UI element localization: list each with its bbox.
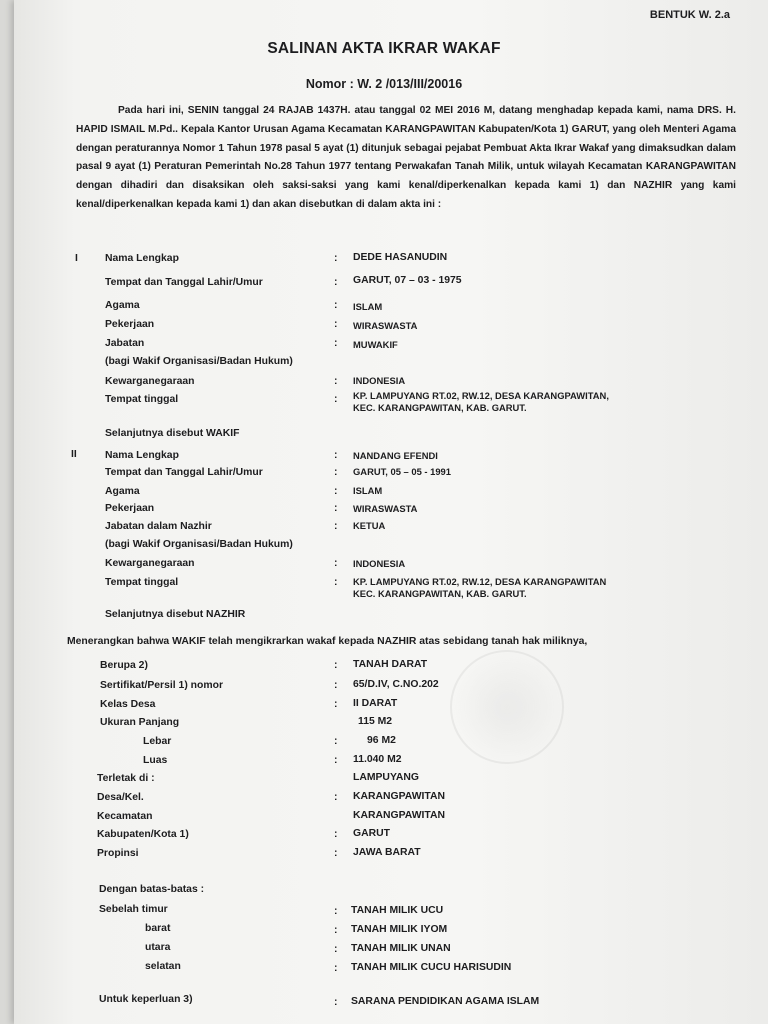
colon: : <box>334 755 338 766</box>
colon: : <box>334 848 338 859</box>
intro-paragraph: Pada hari ini, SENIN tanggal 24 RAJAB 1437H. atau tanggal 02 MEI 2016 M, datang menghadap kepada kami, nama DRS. H. HAPID ISMAIL M.Pd.. Kepala Kantor Urusan Agama Kecamatan KARANGPAWITAN Kabupaten/Kota 1) GARUT, yang oleh Menteri Agama dengan peraturannya Nomor 1 Tahun 1978 pasal 5 ayat (1) ditunjuk sebagai pejabat Pembuat Akta Ikrar Wakaf yang dimaksudkan dalam pasal 9 ayat (1) Peraturan Pemerintah No.28 Tahun 1977 tentang Perwakafan Tanah Milik, untuk wilayah Kecamatan KARANGPAWITAN dengan dihadiri dan disaksikan oleh saksi-saksi yang kami kenal/diperkenalkan kepada kami 1) dan NAZHIR yang kami kenal/diperkenalkan kepada kami 1) dan akan disebutkan di dalam akta ini : <box>76 105 736 210</box>
border-west: TANAH MILIK IYOM <box>351 924 448 935</box>
nazhir-address-line2: KEC. KARANGPAWITAN, KAB. GARUT. <box>353 588 527 599</box>
colon: : <box>334 906 338 917</box>
section-numeral-wakif: I <box>75 253 78 264</box>
land-located-label: Terletak di : <box>97 773 155 784</box>
land-length-label: Ukuran Panjang <box>100 717 180 728</box>
land-province: JAWA BARAT <box>353 847 421 858</box>
colon: : <box>334 792 338 803</box>
land-length: 115 M2 <box>358 716 393 727</box>
faded-stamp <box>450 650 564 764</box>
colon: : <box>334 319 338 330</box>
border-east-label: Sebelah timur <box>99 904 168 915</box>
wakif-citizenship: INDONESIA <box>353 375 406 386</box>
colon: : <box>334 699 338 710</box>
purpose-label: Untuk keperluan 3) <box>99 994 193 1005</box>
land-district-label: Kecamatan <box>97 811 153 822</box>
colon: : <box>334 736 338 747</box>
land-area: 11.040 M2 <box>353 754 402 765</box>
colon: : <box>334 829 338 840</box>
colon: : <box>334 376 338 387</box>
border-south-label: selatan <box>145 961 181 972</box>
land-form: TANAH DARAT <box>353 659 428 670</box>
wakif-closing: Selanjutnya disebut WAKIF <box>105 428 240 439</box>
nazhir-name-label: Nama Lengkap <box>105 450 179 461</box>
nazhir-position-note: (bagi Wakif Organisasi/Badan Hukum) <box>105 539 293 550</box>
border-east: TANAH MILIK UCU <box>351 905 444 916</box>
border-north-label: utara <box>145 942 171 953</box>
land-village-label: Desa/Kel. <box>97 792 144 803</box>
colon: : <box>334 394 338 405</box>
wakif-position-label: Jabatan <box>105 338 145 349</box>
land-village: KARANGPAWITAN <box>353 791 445 802</box>
colon: : <box>334 660 338 671</box>
colon: : <box>334 963 338 974</box>
nazhir-job: WIRASWASTA <box>353 503 418 514</box>
colon: : <box>334 450 338 461</box>
land-cert: 65/D.IV, C.NO.202 <box>353 679 439 690</box>
colon: : <box>334 577 338 588</box>
colon: : <box>334 521 338 532</box>
border-south: TANAH MILIK CUCU HARISUDIN <box>351 962 512 973</box>
colon: : <box>334 558 338 569</box>
wakif-position-note: (bagi Wakif Organisasi/Badan Hukum) <box>105 356 293 367</box>
border-west-label: barat <box>145 923 171 934</box>
nazhir-job-label: Pekerjaan <box>105 503 155 514</box>
document-title: SALINAN AKTA IKRAR WAKAF <box>267 40 501 57</box>
wakif-address-line1: KP. LAMPUYANG RT.02, RW.12, DESA KARANGPAWITAN, <box>353 390 609 401</box>
wakif-job: WIRASWASTA <box>353 320 418 331</box>
wakif-religion: ISLAM <box>353 301 383 312</box>
wakif-position: MUWAKIF <box>353 339 398 350</box>
nazhir-religion-label: Agama <box>105 486 140 497</box>
statement: Menerangkan bahwa WAKIF telah mengikrarkan wakaf kepada NAZHIR atas sebidang tanah hak miliknya, <box>67 636 588 647</box>
borders-heading: Dengan batas-batas : <box>99 884 205 895</box>
purpose-value: SARANA PENDIDIKAN AGAMA ISLAM <box>351 996 540 1007</box>
wakif-name: DEDE HASANUDIN <box>353 252 448 263</box>
colon: : <box>334 467 338 478</box>
nazhir-position-label: Jabatan dalam Nazhir <box>105 521 212 532</box>
nazhir-closing: Selanjutnya disebut NAZHIR <box>105 609 246 620</box>
nazhir-citizenship: INDONESIA <box>353 558 406 569</box>
land-form-label: Berupa 2) <box>100 660 148 671</box>
wakif-job-label: Pekerjaan <box>105 319 155 330</box>
land-class-label: Kelas Desa <box>100 699 156 710</box>
section-numeral-nazhir: II <box>71 449 77 460</box>
land-width: 96 M2 <box>367 735 396 746</box>
colon: : <box>334 486 338 497</box>
wakif-religion-label: Agama <box>105 300 140 311</box>
nazhir-address-label: Tempat tinggal <box>105 577 179 588</box>
land-district: KARANGPAWITAN <box>353 810 445 821</box>
colon: : <box>334 300 338 311</box>
land-area-label: Luas <box>143 755 168 766</box>
wakif-address-label: Tempat tinggal <box>105 394 179 405</box>
wakif-citizenship-label: Kewarganegaraan <box>105 376 195 387</box>
colon: : <box>334 338 338 349</box>
wakif-birth: GARUT, 07 – 03 - 1975 <box>353 275 462 286</box>
colon: : <box>334 925 338 936</box>
document-number: Nomor : W. 2 /013/III/20016 <box>305 77 463 91</box>
land-cert-label: Sertifikat/Persil 1) nomor <box>100 680 223 691</box>
wakif-address-line2: KEC. KARANGPAWITAN, KAB. GARUT. <box>353 402 527 413</box>
nazhir-name: NANDANG EFENDI <box>353 450 438 461</box>
nazhir-position: KETUA <box>353 520 386 531</box>
land-class: II DARAT <box>353 698 398 709</box>
land-regency: GARUT <box>353 828 390 839</box>
land-width-label: Lebar <box>143 736 172 747</box>
wakif-birth-label: Tempat dan Tanggal Lahir/Umur <box>105 277 263 288</box>
form-code: BENTUK W. 2.a <box>649 9 730 21</box>
land-regency-label: Kabupaten/Kota 1) <box>97 829 189 840</box>
colon: : <box>334 277 338 288</box>
nazhir-birth: GARUT, 05 – 05 - 1991 <box>353 466 451 477</box>
colon: : <box>334 997 338 1008</box>
colon: : <box>334 503 338 514</box>
nazhir-address-line1: KP. LAMPUYANG RT.02, RW.12, DESA KARANGPAWITAN <box>353 576 607 587</box>
wakif-name-label: Nama Lengkap <box>105 253 179 264</box>
colon: : <box>334 944 338 955</box>
land-located: LAMPUYANG <box>353 772 420 783</box>
colon: : <box>334 253 338 264</box>
colon: : <box>334 680 338 691</box>
nazhir-birth-label: Tempat dan Tanggal Lahir/Umur <box>105 467 263 478</box>
nazhir-citizenship-label: Kewarganegaraan <box>105 558 195 569</box>
border-north: TANAH MILIK UNAN <box>351 943 451 954</box>
land-province-label: Propinsi <box>97 848 139 859</box>
nazhir-religion: ISLAM <box>353 485 383 496</box>
